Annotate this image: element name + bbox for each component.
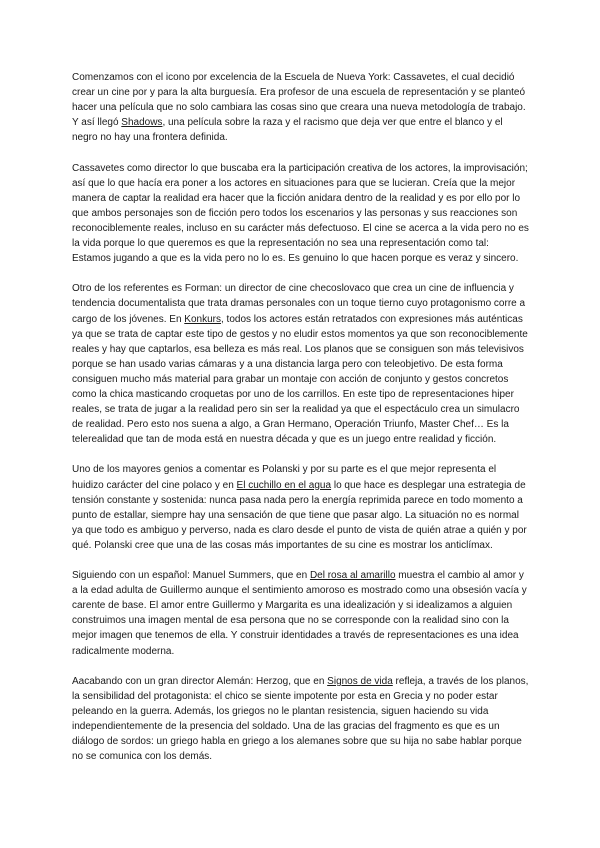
text-run: Uno de los mayores genios a comentar es Polanski y por su parte es el que mejor representa el huidizo carácter del cine polaco y en bbox=[72, 464, 497, 491]
text-run: Comenzamos con el icono por excelencia de la Escuela de Nueva York: Cassavetes, el cual decidió crear un cine por y para la alta burguesía. Era profesor de una escuela de representación y se planteó hacer una película que no solo cambiara las cosas sino que creara una nueva metodología de trabajo. Y así llegó bbox=[72, 72, 526, 129]
film-title-link-signos-de-vida[interactable]: Signos de vida bbox=[327, 675, 393, 687]
text-run: , todos los actores están retratados con expresiones más auténticas ya que se trata de captar este tipo de gestos y no eludir estos momentos ya que son reconociblemente reales y hay que captarlos, esa belleza es más real. Los planos que se consiguen son más televisivos porque se han usado varias cámaras y a una distancia larga pero con teleobjetivo. De esta forma consiguen mucho más material para grabar un montaje con acción de conjunto y gestos concretos como la chica masticando croquetas por uno de los carrillos. En este tipo de representaciones hiper reales, se trata de jugar a la realidad pero sin ser la realidad ya que el espectáculo crea un simulacro de realidad. Pero esto nos suena a algo, a Gran Hermano, Operación Triunfo, Master Chef… Es la telerealidad que tan de moda está en nuestra década y que es un juego entre realidad y ficción. bbox=[72, 313, 528, 446]
paragraph-polanski bbox=[72, 462, 530, 553]
paragraph-cassavetes-method bbox=[72, 161, 530, 267]
film-title-link-konkurs[interactable]: Konkurs bbox=[184, 313, 221, 325]
text-run: Otro de los referentes es Forman: un director de cine checoslovaco que crea un cine de influencia y tendencia documentalista que trata dramas personales con un toque tierno cuyo protagonismo corre a cargo de los jóvenes. En bbox=[72, 283, 526, 325]
text-run: lo que hace es desplegar una estrategia de tensión constante y sostenida: nunca pasa nada pero la energía reprimida parece en todo momento a punto de estallar, siempre hay una sensación de que tiene que pasar algo. La situación no es normal ya que todo es ambiguo y perverso, nada es claro desde el punto de vista de quién atrae a quién y por qué. Polanski cree que una de las cosas más importantes de su cine es mostrar los anticlímax. bbox=[72, 479, 527, 551]
text-run: Cassavetes como director lo que buscaba era la participación creativa de los actores, la improvisación; así que lo que hacía era poner a los actores en situaciones para que se lucieran. Creía que la mejor manera de captar la realidad era hacer que la ficción anidara dentro de la realidad y es por ello por lo que ambos personajes son de ficción pero todos los escenarios y las personas y sus reacciones son reconociblemente reales, incluso en su carácter más defectuoso. El cine se acerca a la vida pero no es la vida porque lo que queremos es que la representación no sea una representación como tal: Estamos jugando a que es la vida pero no lo es. Es genuino lo que hacen porque es veraz y sincero. bbox=[72, 162, 529, 265]
text-run: , una película sobre la raza y el racismo que deja ver que entre el blanco y el negro no hay una frontera definida. bbox=[72, 117, 503, 144]
paragraph-summers bbox=[72, 568, 530, 659]
document-body bbox=[72, 70, 530, 779]
paragraph-forman bbox=[72, 281, 530, 447]
text-run: refleja, a través de los planos, la sensibilidad del protagonista: el chico se siente impotente por esta en Grecia y no poder estar peleando en la guerra. Además, los griegos no le plantan resistencia, siguen haciendo su vida independientemente de la presencia del soldado. Una de las gracias del fragmento es que es un diálogo de sordos: un griego habla en griego a los alemanes sobre que su hija no sabe hablar porque no se comunica con los demás. bbox=[72, 675, 529, 763]
paragraph-herzog bbox=[72, 674, 530, 765]
film-title-link-shadows[interactable]: Shadows bbox=[121, 117, 163, 129]
paragraph-cassavetes-intro bbox=[72, 70, 530, 145]
film-title-link-el-cuchillo-en-el-agua[interactable]: El cuchillo en el agua bbox=[236, 479, 332, 491]
text-run: muestra el cambio al amor y a la edad adulta de Guillermo aunque el sentimiento amoroso es mostrado como una obsesión vacía y carente de base. El amor entre Guillermo y Margarita es una idealización y si idealizamos a alguien construimos una imagen mental de esa persona que no se corresponde con la realidad sino con la mejor imagen que tenemos de ella. Y construir identidades a través de representaciones es una idea radicalmente moderna. bbox=[72, 570, 527, 657]
film-title-link-del-rosa-al-amarillo[interactable]: Del rosa al amarillo bbox=[309, 570, 396, 582]
text-run: Aacabando con un gran director Alemán: Herzog, que en bbox=[72, 675, 328, 687]
text-run: Siguiendo con un español: Manuel Summers, que en bbox=[72, 570, 310, 582]
